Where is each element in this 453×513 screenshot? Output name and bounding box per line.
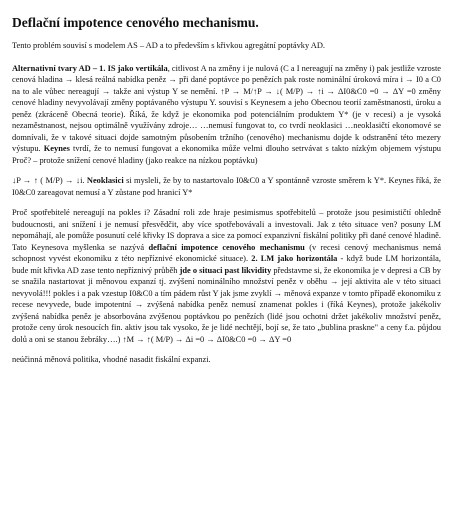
- paragraph-is-vertical: [12, 63, 441, 167]
- paragraph-text: si mysleli, že by to nastartovalo I0&C0 a Y spontánně vzroste směrem k Y*. Keynes říká, že I0&C0 zareagovat nemusí a Y zůstane pod hranicí Y*: [12, 176, 442, 197]
- keynes-emphasis: Keynes: [43, 144, 70, 153]
- neoclassics-emphasis: Neoklasici: [86, 176, 124, 185]
- intro-paragraph: Tento problém souvisí s modelem AS – AD a to především s křivkou agregátní poptávky AD.: [12, 41, 325, 50]
- heading-lm-horizontal: 2. LM jako horizontála: [251, 254, 338, 263]
- paragraph-text: - když bude LM horizontála, bude mít křivka AD zase tento nepříznivý průběh: [12, 254, 441, 275]
- deflation-impotence-term: deflační impotence cenového mechanismu: [148, 242, 305, 252]
- paragraph-text: Proč spotřebitelé nereagují na pokles i? Zásadní roli zde hraje pesimismus spotřebitelů – protože jsou pesimističtí ohledně budoucnosti, ani snížení i je nemusí přesvědčit, aby více spotřebovávali a investovali. Jak z této situace ven? posuny LM nepomáhají, ale pomůže posunutí celé křivky IS doprava a sice za pomocí expanzivní fiskální politiky při dané cenové hladině. Tato Keynesova myšlenka se nazývá: [12, 208, 441, 252]
- document-title: Deflační impotence cenového mechanismu.: [12, 15, 259, 30]
- heading-is-vertical: Alternativní tvary AD – 1. IS jako vertikála: [12, 63, 168, 73]
- paragraph-liquidity-trap: [12, 207, 441, 345]
- liquidity-trap-term: jde o situaci past likvidity: [179, 265, 272, 275]
- paragraph-neoclassics: [12, 175, 441, 198]
- paragraph-text: , citlivost A na změny i je nulová (C a I nereagují na změny i) pak jestliže vzroste cenová hladina → klesá reálná nabídka peněz → při dané poptávce po penězích pak roste nominální úroková míra i → I0 a C0 na to ale vůbec nereagují → takže ani výstup Y se nemění. ↑P → M/↑P → ↓( M/P) → ↑i → ΔI0&C0 =0 → ΔY =0 změny cenové hladiny nevyvolávají změny poptávaného výstupu Y. souvisí s Keynesem a jeho Obecnou teorií zaměstnanosti, úroku a peněz (zkráceně Obecná teorie). Říká, že když je ekonomika pod potenciálním produktem Y* (je v recesi) a je vysoká nezaměstnanost, nejsou optimálně využívány zdroje… …nemusí fungovat to, co tvrdí neoklasici …neoklasičtí ekonomové se domnívali, že v takové situaci dojde samotným působením tržního (cenového) mechanismu dojde k odstranění této mezery výstupu.: [12, 63, 441, 153]
- paragraph-text: představme si, že ekonomika je v depresi a CB by se snažila nastartovat ji měnovou expanzí tj. zvýšení nominálního množství peněz v oběhu → její aktivita ale v této situaci nevyvolá!!! pokles i a pak vzestup I0&C0 a tím pádem růst Y jak jsme zvyklí → měnová expanze v tomto případě ekonomiku z recese nevyvede, bude impotentní → zvýšená nabídka peněz nemusí znamenat pokles i (říká Keynes), protože jakékoliv zvýšená nabídka peněz je absorbována zvýšenou poptávkou po penězích (lidé jsou ochotni držet jakékoliv množství peněz, protože ceny úrok nesoucích fin. aktiv jsou tak vysoko, že je lidé nechtějí, bojí se, že tato „bublina praskne" a ceny f.a. půjdou dolů a oni se stanou žebráky….) ↑M → ↑( M/P) → Δi =0 → ΔI0&C0 =0 → ΔY =0: [12, 265, 441, 344]
- paragraph-text: (v recesi cenový mechanismus nemá schopnost vyvést ekonomiku z této nepříznivé ekonomické situace).: [12, 242, 441, 263]
- footer-note: neúčinná měnová politika, vhodné nasadit fiskální expanzi.: [12, 355, 211, 364]
- paragraph-text: tvrdí, že to nemusí fungovat a ekonomika může velmi dlouho setrvávat s takto nízkým objemem výstupu Proč? – protože snížení cenové hladiny (jako reakce na nízkou poptávku): [12, 144, 441, 165]
- paragraph-text: ↓P → ↑ ( M/P) → ↓i.: [12, 176, 87, 185]
